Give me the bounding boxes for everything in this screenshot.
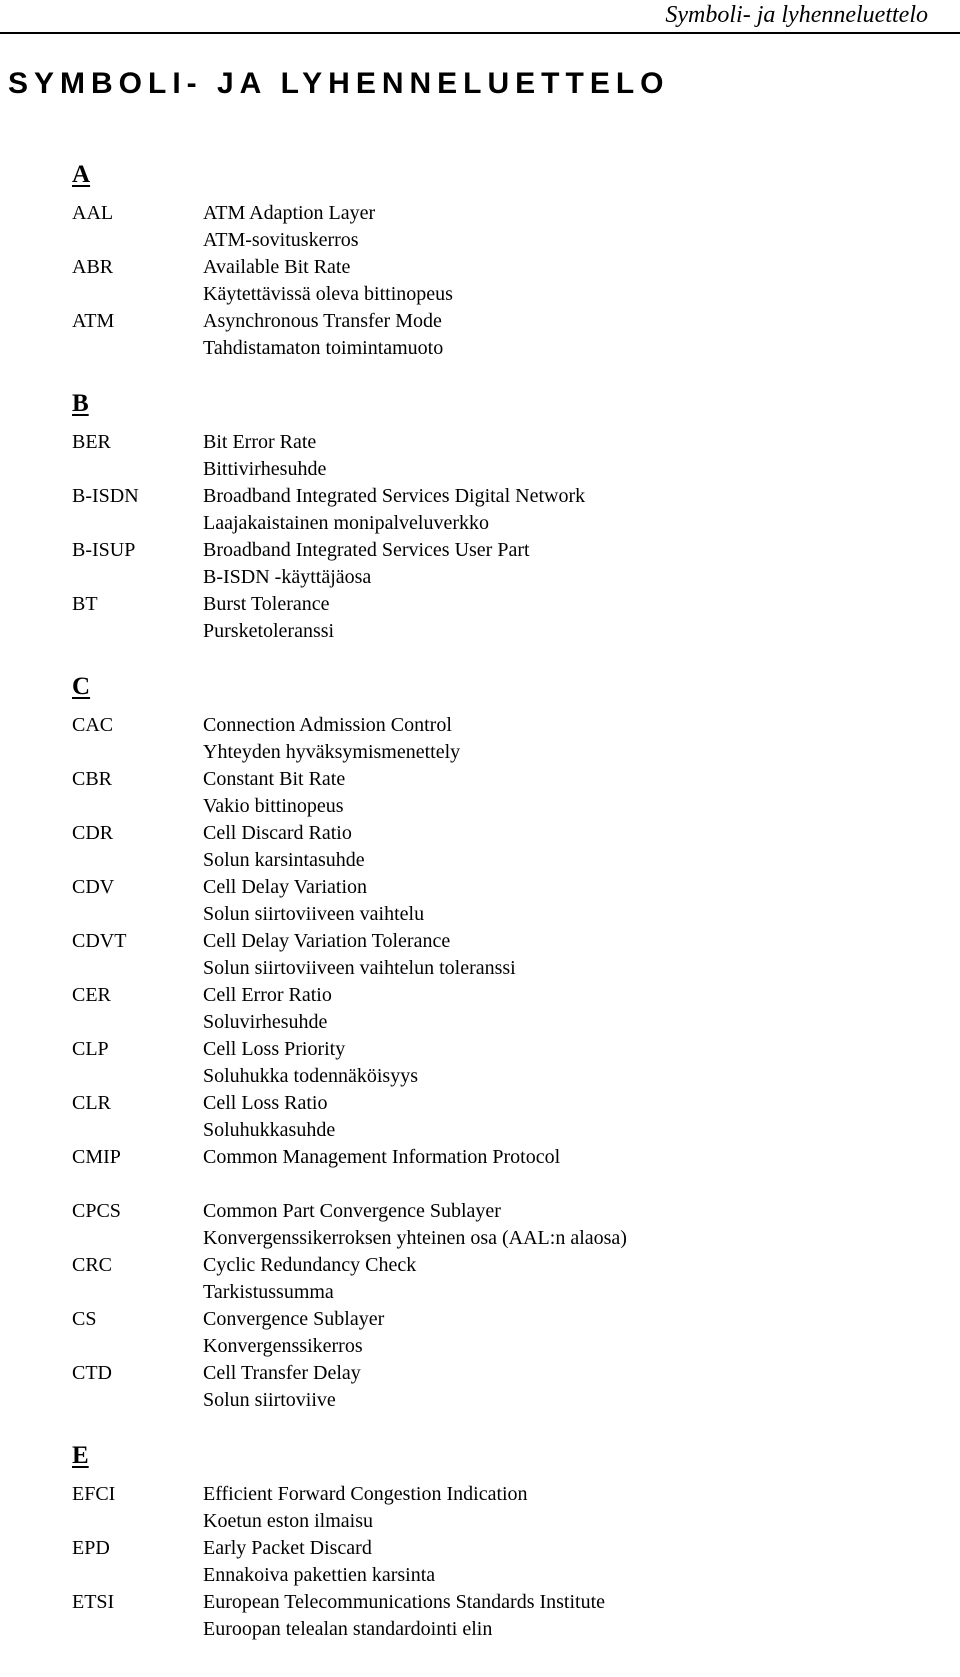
section-spacer: [72, 645, 932, 672]
abbreviation: CDVT: [72, 930, 127, 952]
entry-clr: [72, 1090, 932, 1144]
finnish-term: Solun karsintasuhde: [203, 849, 365, 871]
finnish-term: Konvergenssikerroksen yhteinen osa (AAL:n alaosa): [203, 1227, 627, 1249]
abbreviation: EFCI: [72, 1483, 116, 1505]
definition: [203, 1198, 932, 1252]
finnish-term: Pursketoleranssi: [203, 620, 335, 642]
entry-cbr: [72, 766, 932, 820]
entry-abr: [72, 254, 932, 308]
abbreviation: CTD: [72, 1362, 112, 1384]
finnish-term: Solun siirtoviive: [203, 1389, 336, 1411]
abbreviation-list: [72, 160, 932, 1643]
english-term: Bit Error Rate: [203, 431, 317, 453]
definition: [203, 1589, 932, 1643]
abbreviation: ATM: [72, 310, 115, 332]
entry-cs: [72, 1306, 932, 1360]
finnish-term: Soluhukkasuhde: [203, 1119, 336, 1141]
definition: [203, 820, 932, 874]
definition: [203, 874, 932, 928]
finnish-term: Soluvirhesuhde: [203, 1011, 328, 1033]
abbreviation: CER: [72, 984, 111, 1006]
entry-clp: [72, 1036, 932, 1090]
english-term: Available Bit Rate: [203, 256, 351, 278]
entry-cdvt: [72, 928, 932, 982]
english-term: Efficient Forward Congestion Indication: [203, 1483, 528, 1505]
finnish-term: Laajakaistainen monipalveluverkko: [203, 512, 490, 534]
entry-bt: [72, 591, 932, 645]
english-term: Cell Delay Variation: [203, 876, 368, 898]
finnish-term: Ennakoiva pakettien karsinta: [203, 1564, 436, 1586]
english-term: Constant Bit Rate: [203, 768, 346, 790]
entry-aal: [72, 200, 932, 254]
english-term: Asynchronous Transfer Mode: [203, 310, 442, 332]
definition: [203, 766, 932, 820]
finnish-term: Yhteyden hyväksymismenettely: [203, 741, 461, 763]
section-b: [72, 389, 932, 645]
entry-cac: [72, 712, 932, 766]
english-term: Common Part Convergence Sublayer: [203, 1200, 501, 1222]
english-term: Connection Admission Control: [203, 714, 452, 736]
entry-crc: [72, 1252, 932, 1306]
finnish-term: Käytettävissä oleva bittinopeus: [203, 283, 453, 305]
definition: [203, 591, 932, 645]
abbreviation: AAL: [72, 202, 114, 224]
section-letter: B: [72, 390, 89, 417]
english-term: Burst Tolerance: [203, 593, 330, 615]
entry-ber: [72, 429, 932, 483]
finnish-term: Solun siirtoviiveen vaihtelun toleranssi: [203, 957, 516, 979]
entry-b-isup: [72, 537, 932, 591]
definition: [203, 1481, 932, 1535]
entry-etsi: [72, 1589, 932, 1643]
definition: [203, 308, 932, 362]
english-term: Cyclic Redundancy Check: [203, 1254, 417, 1276]
english-term: Early Packet Discard: [203, 1537, 372, 1559]
finnish-term: Koetun eston ilmaisu: [203, 1510, 373, 1532]
finnish-term: ATM-sovituskerros: [203, 229, 359, 251]
english-term: Cell Loss Ratio: [203, 1092, 328, 1114]
english-term: Cell Transfer Delay: [203, 1362, 361, 1384]
finnish-term: B-ISDN -käyttäjäosa: [203, 566, 372, 588]
section-spacer: [72, 1414, 932, 1441]
section-a: [72, 160, 932, 362]
definition: [203, 1306, 932, 1360]
definition: [203, 712, 932, 766]
entry-ctd: [72, 1360, 932, 1414]
definition: [203, 483, 932, 537]
section-letter: C: [72, 673, 91, 700]
definition: [203, 1535, 932, 1589]
abbreviation: B-ISUP: [72, 539, 136, 561]
entry-cmip: [72, 1144, 932, 1171]
abbreviation: CDV: [72, 876, 115, 898]
entry-atm: [72, 308, 932, 362]
abbreviation: BT: [72, 593, 98, 615]
finnish-term: Vakio bittinopeus: [203, 795, 344, 817]
definition: [203, 1036, 932, 1090]
running-header: Symboli- ja lyhenneluettelo: [665, 2, 928, 28]
definition: [203, 1144, 932, 1171]
section-letter: E: [72, 1442, 89, 1469]
document-title: SYMBOLI- JA LYHENNELUETTELO: [8, 67, 670, 100]
section-letter: A: [72, 161, 91, 188]
abbreviation: CBR: [72, 768, 113, 790]
abbreviation: CS: [72, 1308, 97, 1330]
english-term: ATM Adaption Layer: [203, 202, 376, 224]
english-term: Common Management Information Protocol: [203, 1146, 561, 1168]
english-term: Cell Loss Priority: [203, 1038, 346, 1060]
section-spacer: [72, 362, 932, 389]
section-e: [72, 1441, 932, 1643]
finnish-term: Konvergenssikerros: [203, 1335, 363, 1357]
finnish-term: Euroopan telealan standardointi elin: [203, 1618, 493, 1640]
definition: [203, 537, 932, 591]
entry-cdv: [72, 874, 932, 928]
english-term: Broadband Integrated Services User Part: [203, 539, 530, 561]
abbreviation: CLP: [72, 1038, 109, 1060]
abbreviation: ETSI: [72, 1591, 115, 1613]
finnish-term: Solun siirtoviiveen vaihtelu: [203, 903, 425, 925]
english-term: Broadband Integrated Services Digital Network: [203, 485, 586, 507]
abbreviation: B-ISDN: [72, 485, 139, 507]
finnish-term: Soluhukka todennäköisyys: [203, 1065, 418, 1087]
definition: [203, 928, 932, 982]
english-term: Convergence Sublayer: [203, 1308, 385, 1330]
definition: [203, 200, 932, 254]
entry-cpcs: [72, 1198, 932, 1252]
abbreviation: CAC: [72, 714, 114, 736]
definition: [203, 1252, 932, 1306]
definition: [203, 1090, 932, 1144]
abbreviation: CDR: [72, 822, 114, 844]
abbreviation: CRC: [72, 1254, 113, 1276]
definition: [203, 429, 932, 483]
abbreviation: CMIP: [72, 1146, 121, 1168]
finnish-term: Tarkistussumma: [203, 1281, 334, 1303]
abbreviation: CPCS: [72, 1200, 121, 1222]
entry-epd: [72, 1535, 932, 1589]
entry-b-isdn: [72, 483, 932, 537]
english-term: European Telecommunications Standards Institute: [203, 1591, 606, 1613]
entry-efci: [72, 1481, 932, 1535]
definition: [203, 1360, 932, 1414]
definition: [203, 254, 932, 308]
definition: [203, 982, 932, 1036]
abbreviation: BER: [72, 431, 111, 453]
finnish-term: Tahdistamaton toimintamuoto: [203, 337, 444, 359]
abbreviation: EPD: [72, 1537, 110, 1559]
english-term: Cell Discard Ratio: [203, 822, 352, 844]
header-rule: [0, 32, 960, 34]
entry-cdr: [72, 820, 932, 874]
entry-cer: [72, 982, 932, 1036]
english-term: Cell Delay Variation Tolerance: [203, 930, 451, 952]
english-term: Cell Error Ratio: [203, 984, 332, 1006]
abbreviation: CLR: [72, 1092, 111, 1114]
section-c: [72, 672, 932, 1414]
finnish-term: Bittivirhesuhde: [203, 458, 327, 480]
abbreviation: ABR: [72, 256, 114, 278]
